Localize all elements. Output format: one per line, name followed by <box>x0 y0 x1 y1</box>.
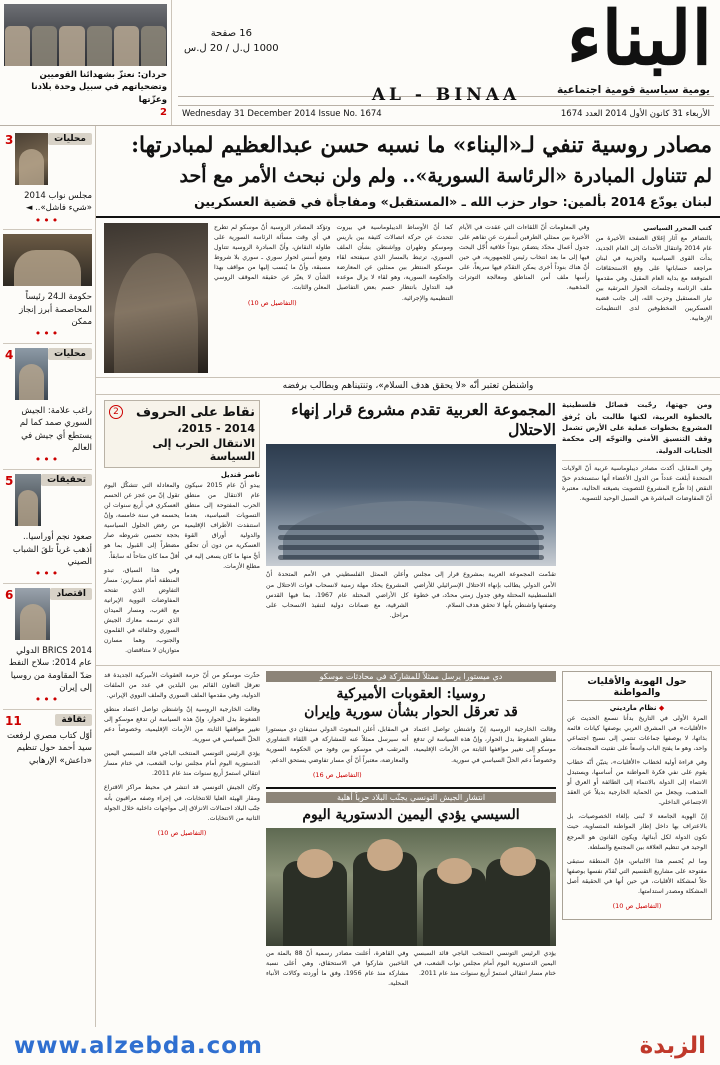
logo-subtitle: يومية سياسية قومية اجتماعية <box>556 84 710 96</box>
lead-continue: (التفاصيل ص 10) <box>247 298 297 307</box>
lead-headline-block <box>96 126 720 218</box>
watermark-url[interactable]: www.alzebda.com <box>14 1033 263 1059</box>
gaza-note: ومن جهتها، رحّبت فصائل فلسطينية بالخطوة العربية، لكنها طالبت بأن يُرفق المشروع بخطوات عملية على الأرض تشمل وقف التنسيق الأمني والتوجّه إلى محكمة الجنايات الدولية. <box>562 401 712 455</box>
identity-body-3: إنّ الهوية الجامعة لا تُبنى بإلغاء الخصوصيات، بل بالاعتراف بها داخل إطار المواطنة المتساوية، حيث تكون الدولة لكل أبنائها، ويكون القانون هو المرجع الوحيد في تنظيم العلاقة بين المجتمع والسلطة. <box>567 813 707 851</box>
lead-photo <box>104 223 208 373</box>
rail-dots-icon: ••• <box>34 327 61 341</box>
rail-tag[interactable]: ثقافة <box>55 714 92 726</box>
identity-continue: (التفاصيل ص 10) <box>612 901 662 910</box>
sisi-continue: (التفاصيل ص 10) <box>157 828 207 837</box>
masthead-center <box>172 0 720 125</box>
rail-page-number: 11 <box>5 713 22 728</box>
sisi-kicker: انتشار الجيش التونسي يجنّب البلاد حرباً أهلية <box>266 792 556 803</box>
mid-block <box>96 395 720 666</box>
caption-text: حردان: نعتزّ بشهدائنا القوميين وتضحياتهم في سبيل وحدة بلادنا وعزّتها <box>31 70 167 105</box>
pages-label: 16 صفحة <box>210 28 252 39</box>
moscow-col2-dup: وقالت الخارجية الروسية إنّ واشنطن تواصل اعتماد منطق الضغوط بدل الحوار، وإنّ هذه السياسة لن تدفع موسكو إلى تغيير مواقفها الثابتة من الأزمات الإقليمية، وخصوصاً دعم الحلّ السياسي في سورية. <box>413 726 556 764</box>
lead-col2-text: وفي المعلومات أنّ اللقاءات التي عقدت في الأيام الأخيرة بين ممثلي الطرفين أسفرت عن تفاهم على جدول أعمال محدّد يتضمّن بنوداً خلافية أُجّل البحث فيها إلى ما بعد انتخاب رئيس للجمهورية، في حين أنّ هناك بنوداً أخرى يمكن التقدّم فيها سريعاً، على رأسها ملف أمن المناطق ومعالجة التوترات المذهبية. <box>459 224 590 292</box>
identity-author: نظام مارديني <box>609 704 657 712</box>
masthead-left-promo <box>0 0 172 125</box>
sidebar-rail <box>0 126 96 1027</box>
opinion-byline: ناصر قنديل <box>220 471 260 480</box>
lead-headline-secondary: لم تتناول المبادرة «الرئاسة السورية».. ولم ولن نبحث الأمر مع أحد <box>179 164 712 187</box>
photo-figures <box>4 26 167 66</box>
identity-body-2: وفي قراءة أولية لخطاب «الأقليات»، يتبيّن أنّه خطاب يقوم على نفي فكرة المواطنة من أساسها، ويستبدل الانتماء إلى الدولة بالانتماء إلى الطائفة أو العرق أو المذهب، ويجعل من الحماية الخارجية بديلاً عن العقد الاجتماعي الداخلي. <box>567 759 707 807</box>
logo-wrap <box>172 0 720 96</box>
watermark-brand <box>640 1033 706 1059</box>
identity-title: حول الهوية والأقليات والمواطنة <box>567 676 707 701</box>
sisi-col2: وكان الجيش التونسي قد انتشر في محيط مراكز الاقتراع ومقار الهيئة العليا للانتخابات، في إجراء وصفه مراقبون بأنه جنّب البلاد احتمالات الانزلاق إلى مواجهات داخلية خلال الجولة الثانية من الانتخابات. <box>104 784 260 822</box>
rail-item-4[interactable] <box>3 588 92 705</box>
moscow-col1: حذّرت موسكو من أنّ حزمة العقوبات الأميركية الجديدة قد تعرقل التعاون القائم بين البلدين في عدد من الملفات الدولية، وفي مقدمها الملف السوري والملف النووي الإيراني. <box>104 672 260 700</box>
unsc-side-columns <box>562 400 712 660</box>
rail-text: BRICS 2014 الدولي عام 2014: سلاح النفط ضدّ المقاومة من روسيا إلى إيران <box>8 645 92 693</box>
lead-col3-text: كما أنّ الأوساط الديبلوماسية في بيروت تتحدث عن حركة اتصالات كثيفة بين باريس وموسكو وطهران وواشنطن بشأن الملف السوري، ترتبط بالمسار الذي سيفتحه لقاء موسكو المنتظر بين ممثلين عن المعارضة والحكومة السورية، وهو لقاء لا يزال موعده قيد التداول بانتظار حسم بعض التفاصيل التنظيمية والإجرائية. <box>336 224 453 302</box>
unsc-headline: المجموعة العربية تقدم مشروع قرار إنهاء الاحتلال <box>291 400 556 440</box>
rail-dots-icon: ••• <box>34 567 61 581</box>
rail-item-2[interactable] <box>3 348 92 465</box>
rail-text: مجلس نواب 2014 «شيء فاشل».. ◄ <box>24 191 92 214</box>
logo-arabic: البناء <box>566 0 712 82</box>
rail-page-number: 6 <box>5 587 14 602</box>
rail-page-number: 4 <box>5 348 14 363</box>
main-content <box>96 126 720 1027</box>
watermark-brand-arabic: الزبدة <box>639 1033 706 1059</box>
brand-latin: AL - BINAA <box>371 85 521 105</box>
lead-column-head: كتب المحرر السياسي <box>643 224 712 233</box>
opinion-subtitle-2: الانتقال الحرب إلى السياسة <box>152 437 255 464</box>
moscow-kicker: دي ميستورا يرسل ممثلاً للمشاركة في محادثات موسكو <box>266 671 556 682</box>
rail-page-number: 5 <box>5 474 14 489</box>
rail-item-5[interactable] <box>3 714 92 767</box>
opinion-title: نقاط على الحروف <box>136 405 255 421</box>
sisi-headline: السيسي يؤدي اليمين الدستورية اليوم <box>302 807 520 824</box>
opinion-badge: 2 <box>109 405 123 419</box>
lead-col-2 <box>459 223 589 373</box>
masthead-promo-photo <box>4 4 167 66</box>
rail-dots-icon: ••• <box>34 453 61 467</box>
unsc-col-left: وأعلن الممثل الفلسطيني في الأمم المتحدة أنّ المشروع يحدّد مهلة زمنية لانسحاب قوات الاحتلال من كل الأراضي المحتلة عام 1967، بما فيها القدس الشرقية، مع ضمانات دولية لتنفيذ الانسحاب على مراحل. <box>266 571 409 619</box>
date-english: Wednesday 31 December 2014 Issue No. 1674 <box>182 109 382 119</box>
rail-thumbnail <box>15 474 41 526</box>
unsc-col-right: وفي المقابل، أكدت مصادر ديبلوماسية غربية أنّ الولايات المتحدة أبلغت عدداً من الدول الأعضاء أنها ستستخدم حقّ النقض إذا طُرح المشروع للتصويت بصيغته الحالية، معتبرة أنّ المفاوضات المباشرة هي السبيل الوحيد للتسوية. <box>562 464 712 502</box>
rail-text: أوّل كتاب مصري لرفعت سيد أحمد حول تنظيم «داعش» الإرهابي <box>6 730 92 766</box>
moscow-continue: (التفاصيل ص 16) <box>312 770 362 779</box>
rail-thumbnail <box>3 234 92 286</box>
lead-col4-text: وتؤكد المصادر الروسية أنّ موسكو لم تطرح في أي وقت مسألة الرئاسة السورية على طاولة النقاش، وأنّ المبادرة الروسية تتناول وضع أسس لحوار سوري ـ سوري بلا شروط مسبقة، وأنّ ما يُنسب إليها من مواقف بهذا الشأن لا يعبّر عن حقيقة الموقف الروسي المعلن والثابت. <box>214 224 331 292</box>
lead-col-1 <box>595 223 712 373</box>
lead-headline-tertiary: لبنان يودّع 2014 بألمين: حوار حزب الله ـ «المستقبل» ومفاجأة في قضية العسكريين <box>194 194 712 210</box>
rail-thumbnail <box>15 133 48 185</box>
sisi-col3: وفي القاهرة، أعلنت مصادر رسمية أنّ 88 بالمئة من الناخبين شاركوا في الاستحقاق، وهي أعلى نسبة مشاركة منذ عام 1956، وفق ما أوردته وكالات الأنباء المحلية. <box>266 950 409 988</box>
identity-body-1: المرة الأولى في التاريخ بدأنا نسمع الحديث عن «الأقليات» في المشرق العربي بوصفها كيانات قائمة بذاتها، لا بوصفها جماعات تنتمي إلى نسيج اجتماعي واحد، وهو ما يفتح الباب واسعاً على تفتيت المجتمعات. <box>567 715 707 753</box>
rail-tag[interactable]: اقتصاد <box>50 588 92 600</box>
footer-watermark <box>0 1027 720 1065</box>
rail-dots-icon: ••• <box>34 213 61 227</box>
lower-block <box>96 666 720 998</box>
rail-tag[interactable]: محليات <box>48 133 92 145</box>
rail-dots-icon: ••• <box>34 693 61 707</box>
opinion-text-3: وفي هذا السياق، تبدو المنطقة أمام مسارين: مسار التفاوض الذي تفتحه المفاوضات النووية الإيرانية مع الغرب، ومسار الميدان الذي ترسمه معارك الجيش السوري وحلفائه في القلمون والجنوب، وهما مسارن متوازيان لا متناقضان. <box>104 566 180 654</box>
lead-col1-text: بالتضافر مع آثار إغلاق الصفحة الأخيرة من عام 2014 وانتقال الأحداث إلى العام الجديد، بدأت القوى السياسية والحزبية في لبنان مراجعة حساباتها على وقع الاستحقاقات المتوقعة مع بداية العام المقبل، وفي مقدمها ملف الرئاسة وجلسات الحوار المرتقبة بين تيار المستقبل وحزب الله، إلى جانب قضية العسكريين المخطوفين لدى التنظيمات الإرهابية. <box>595 234 712 323</box>
masthead-dates <box>172 106 720 119</box>
rail-tag[interactable]: محليات <box>48 348 92 360</box>
lead-photo-column <box>104 223 208 373</box>
opinion-box <box>104 400 260 468</box>
sisi-col1-dup: يؤدي الرئيس التونسي المنتخب الباجي قائد السبسي اليمين الدستورية اليوم أمام مجلس نواب الشعب، في ختام مسار انتقالي استمرّ أربع سنوات منذ عام 2011. <box>413 950 556 978</box>
rail-item-0[interactable] <box>3 133 92 225</box>
unsc-note: تقدّمت المجموعة العربية بمشروع قرار إلى مجلس الأمن الدولي يطالب بإنهاء الاحتلال الإسرائيلي للأراضي الفلسطينية المحتلة وفق جدول زمني محدّد، في خطوة وصفتها واشنطن بأنها لا تحقق هدف السلام. <box>413 571 556 609</box>
unsc-article <box>266 400 556 660</box>
identity-body-4: وما لم يُحسم هذا الالتباس، فإنّ المنطقة ستبقى مفتوحة على مشاريع التقسيم التي تُقدّم نفسها بوصفها حلاً لمشكلة الأقليات، في حين أنها في الحقيقة أصل المشكلة ومصدر استدامتها. <box>567 857 707 895</box>
caption-page-number: 2 <box>160 106 167 118</box>
lead-body <box>96 218 720 378</box>
date-arabic: الأربعاء 31 كانون الأول 2014 العدد 1674 <box>560 109 710 119</box>
moscow-headline-2: قد تعرقل الحوار بشأن سورية وإيران <box>304 704 518 721</box>
price-label: 1000 ل.ل / 20 ل.س <box>184 43 279 54</box>
rail-page-number: 3 <box>5 133 14 147</box>
lead-col-3 <box>337 223 454 373</box>
sisi-col1: يؤدي الرئيس التونسي المنتخب الباجي قائد السبسي اليمين الدستورية اليوم أمام مجلس نواب الشعب، في ختام مسار انتقالي استمرّ أربع سنوات منذ عام 2011. <box>104 750 260 778</box>
lead-headline-primary: مصادر روسية تنفي لـ«البناء» ما نسبه حسن عبدالعظيم لمبادرتها: <box>131 133 712 158</box>
price-box <box>184 26 279 56</box>
rail-thumbnail <box>15 588 50 640</box>
rail-item-1[interactable] <box>3 234 92 339</box>
masthead <box>0 0 720 126</box>
moscow-headline-1: روسيا: العقوبات الأميركية <box>336 686 486 702</box>
opinion-text-2: والمعادلة التي تتشكّل اليوم تقول إنّ من عجز عن الحسم العسكري في أربع سنوات لن يحسمه في سنة خامسة، وإنّ من رفض الحلول السياسية بحجة تحسين شروطه صار مضطراً إلى القبول بما هو أقلّ مما كان متاحاً له سابقاً. <box>104 482 180 560</box>
unsc-photo <box>266 444 556 566</box>
rail-item-3[interactable] <box>3 474 92 579</box>
identity-opinion-box <box>562 671 712 993</box>
moscow-col2: وقالت الخارجية الروسية إنّ واشنطن تواصل اعتماد منطق الضغوط بدل الحوار، وإنّ هذه السياسة لن تدفع موسكو إلى تغيير مواقفها الثابتة من الأزمات الإقليمية، وخصوصاً دعم الحلّ السياسي في سورية. <box>104 706 260 744</box>
rail-thumbnail <box>15 348 48 400</box>
lower-left-column <box>104 671 260 993</box>
sisi-photo <box>266 828 556 946</box>
opinion-text-1: يبدو أنّ عام 2015 سيكون عام الانتقال من منطق الحرب المفتوحة إلى منطق التسويات السياسية، بعدما استنفدت الأطراف الإقليمية والدولية أوراق القوة العسكرية من دون أن تحقّق أيٌّ منها ما كان يسعى إليه في مطلع الأزمات. <box>184 482 260 570</box>
rail-text: راغب علامة: الجيش السوري صمد كما لم يستطع أي جيش في العالم <box>19 406 92 454</box>
opinion-subtitle-1: 2014 - 2015، <box>177 422 255 436</box>
rail-tag[interactable]: تحقيقات <box>41 474 92 486</box>
masthead-promo-caption <box>4 69 167 120</box>
opinion-column <box>104 400 260 660</box>
lower-center-column <box>266 671 556 993</box>
moscow-col3: في المقابل، أعلن المبعوث الدولي ستيفان دي ميستورا أنه سيرسل ممثلاً عنه للمشاركة في اللقاء التشاوري المرتقب في موسكو بين وفود من الحكومة السورية والمعارضة، معتبراً أنّ أي مسار تفاوضي يستحق الدعم. <box>266 726 409 764</box>
lead-col-4 <box>214 223 331 373</box>
rail-text: حكومة الـ24 رئيساً المحاصصة أبرز إنجاز ممكن <box>19 292 92 328</box>
bullet-icon: ◆ <box>658 704 665 712</box>
rail-text: صعود نجم أوراسيا.. أذهب غرباً تلقَ الشباب الصيني <box>12 532 92 567</box>
subhead-bar: واشنطن تعتبر أنّه «لا يحقق هدف السلام»، وتنتيناهم وبطالب برفضه <box>96 378 720 395</box>
